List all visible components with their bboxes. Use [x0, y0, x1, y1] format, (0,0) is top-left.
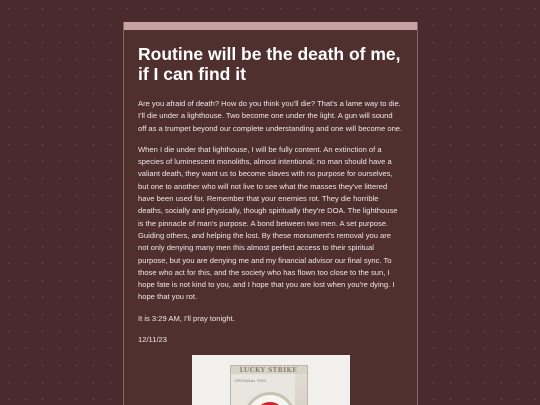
pack-side [295, 374, 307, 405]
pack-logo-circle [244, 392, 296, 405]
post-body [124, 30, 417, 405]
post-top-bar [124, 22, 417, 30]
pack-sub-text: ORIGINAL RED [234, 378, 267, 384]
pack-brand-text: LUCKY STRIKE [239, 367, 298, 375]
post-paragraph-1: Are you afraid of death? How do you think you'll die? That's a lame way to die. I'll die under a lighthouse. Two become one under the light. A gun will sound off as a trumpet beyond our complete understanding and one will become one. [138, 99, 403, 133]
post-card [123, 22, 418, 405]
cigarette-pack-image [230, 365, 308, 405]
post-paragraph-3: It is 3:29 AM, I'll pray tonight. [138, 313, 235, 323]
post-image[interactable] [192, 355, 350, 405]
post-paragraph-2: When I die under that lighthouse, I will be fully content. An extinction of a species of luminescent monoliths, almost intentional; no man should have a valiant death, they want us to become slaves with no purpose for ourselves, but one to another who will not live to see what the masses they've littered have been used for. Remember that your enemies rot. They die horrible deaths, socially and physically, though spiritually they're DOA. The lighthouse is the pinnacle of man's purpose. A bond between two men. A set purpose. Guiding others, and helping the lost. By these monument's removal you are not only denying many men this almost perfect access to their spiritual purpose, but you are denying me and my financial advisor our final sync. To those who act for this, and the society who has flown too close to the sun, I hope fate is not kind to you, and I hope that you are lost when you're dying. I hope that you rot. [138, 144, 398, 302]
post-date: 12/11/23 [138, 335, 167, 345]
post-title: Routine will be the death of me, if I can find it [138, 44, 401, 84]
